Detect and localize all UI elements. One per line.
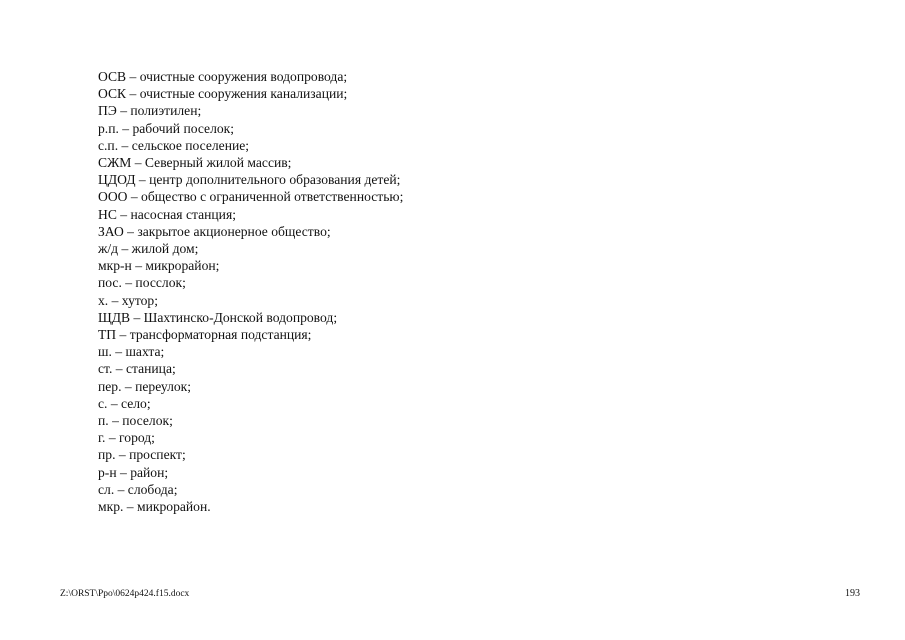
list-item: ЗАО – закрытое акционерное общество; (98, 223, 331, 239)
list-item: ст. – станица; (98, 361, 176, 377)
list-item: х. – хутор; (98, 292, 158, 308)
list-item: п. – поселок; (98, 413, 173, 429)
list-item: мкр-н – микрорайон; (98, 258, 220, 274)
list-item: с. – село; (98, 395, 151, 411)
list-item: пр. – проспект; (98, 447, 186, 463)
page-number: 193 (845, 588, 860, 599)
list-item: СЖМ – Северный жилой массив; (98, 155, 292, 171)
list-item: ж/д – жилой дом; (98, 241, 199, 257)
list-item: с.п. – сельское поселение; (98, 137, 250, 153)
list-item: ОСВ – очистные сооружения водопровода; (98, 69, 348, 84)
list-item: пер. – переулок; (98, 378, 192, 394)
list-item: ЦДОД – центр дополнительного образования детей; (98, 172, 401, 188)
list-item: г. – город; (98, 430, 155, 446)
list-item: мкр. – микрорайон. (98, 499, 211, 515)
list-item: ЩДВ – Шахтинско-Донской водопровод; (98, 309, 338, 325)
list-item: сл. – слобода; (98, 481, 178, 497)
list-item: НС – насосная станция; (98, 206, 236, 222)
list-item: ОСК – очистные сооружения канализации; (98, 86, 348, 102)
list-item: р-н – район; (98, 464, 169, 480)
abbreviation-list (98, 68, 403, 515)
list-item: ООО – общество с ограниченной ответственностью; (98, 189, 404, 205)
list-item: ТП – трансформаторная подстанция; (98, 327, 312, 343)
list-item: ПЭ – полиэтилен; (98, 103, 202, 119)
list-item: р.п. – рабочий поселок; (98, 120, 235, 136)
footer-file-path: Z:\ORST\Ppo\0624p424.f15.docx (60, 589, 190, 599)
list-item: пос. – посслок; (98, 275, 186, 291)
list-item: ш. – шахта; (98, 344, 165, 360)
